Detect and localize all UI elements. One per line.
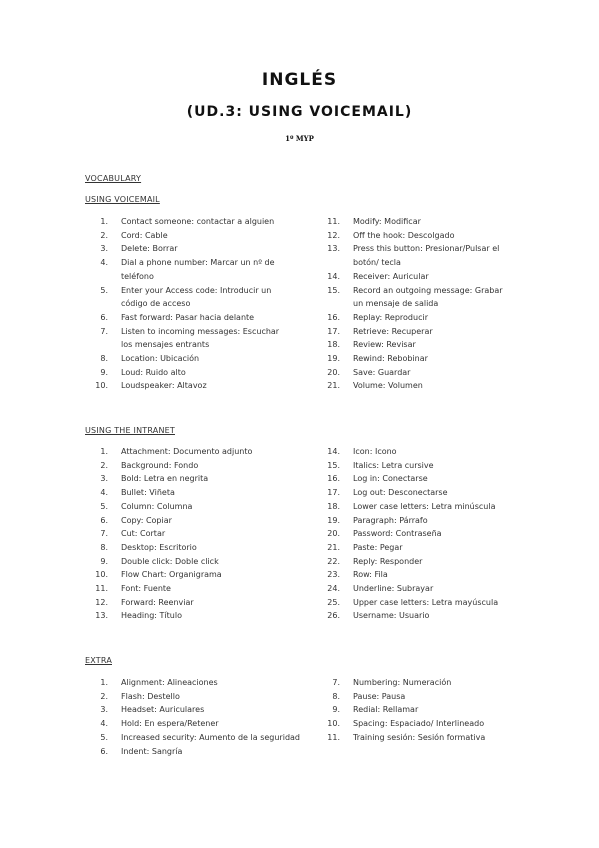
item-number: 6.: [100, 746, 108, 756]
item-number: 2.: [100, 230, 108, 240]
item-number: 7.: [332, 678, 340, 687]
item-text: Font: Fuente: [121, 584, 171, 594]
item-number: 21.: [327, 542, 340, 552]
list-item: [320, 582, 498, 596]
item-text: Save: Guardar: [353, 367, 411, 377]
list-item: [88, 555, 252, 569]
list-item: [88, 745, 300, 759]
extra-heading: EXTRA: [85, 656, 112, 665]
item-number: 3.: [100, 244, 108, 254]
list-item: [88, 379, 291, 393]
item-text: Log out: Desconectarse: [353, 488, 448, 498]
voicemail-list-right: [320, 215, 503, 393]
list-item: [320, 459, 498, 473]
item-text: Headset: Auriculares: [121, 705, 205, 715]
list-item: [320, 379, 503, 393]
vocabulary-heading: VOCABULARY: [85, 174, 142, 183]
item-number: 10.: [95, 570, 108, 580]
item-text: Row: Fila: [353, 570, 388, 580]
item-number: 19.: [327, 354, 340, 364]
item-text: Numbering: Numeración: [353, 678, 452, 687]
list-item: [88, 459, 252, 473]
item-text: Dial a phone number: Marcar un nº de teléfono: [121, 258, 275, 281]
item-number: 16.: [327, 312, 340, 322]
item-text: Paragraph: Párrafo: [353, 515, 428, 525]
item-text: Contact someone: contactar a alguien: [121, 217, 275, 226]
list-item: [320, 596, 498, 610]
list-item: [88, 541, 252, 555]
item-number: 2.: [100, 691, 108, 701]
item-number: 5.: [100, 732, 108, 742]
list-item: [320, 445, 498, 459]
item-text: Pause: Pausa: [353, 691, 406, 701]
intranet-heading: USING THE INTRANET: [85, 426, 175, 435]
list-item: [320, 703, 485, 717]
item-number: 22.: [327, 556, 340, 566]
list-item: [320, 555, 498, 569]
item-text: Listen to incoming messages: Escuchar los mensajes entrants: [121, 326, 280, 350]
page-title: INGLÉS: [261, 70, 338, 90]
item-text: Delete: Borrar: [121, 244, 178, 254]
list-item: [320, 500, 498, 514]
item-number: 25.: [327, 597, 340, 607]
list-item: [320, 472, 498, 486]
page-subtitle: (UD.3: USING VOICEMAIL): [186, 104, 413, 120]
item-text: Spacing: Espaciado/ Interlineado: [353, 719, 485, 729]
item-number: 4.: [100, 488, 108, 498]
list-item: [88, 229, 291, 243]
list-item: [320, 717, 485, 731]
item-number: 12.: [95, 597, 108, 607]
item-number: 18.: [327, 501, 340, 511]
list-item: [320, 568, 498, 582]
list-item: [88, 311, 291, 325]
item-number: 13.: [95, 611, 108, 621]
item-number: 14.: [327, 271, 340, 281]
course-label: 1º MYP: [285, 134, 314, 143]
list-item: [320, 284, 503, 311]
item-number: 11.: [327, 217, 340, 226]
item-number: 10.: [95, 381, 108, 391]
list-item: [88, 500, 252, 514]
item-number: 1.: [100, 447, 108, 456]
item-text: Modify: Modificar: [353, 217, 421, 226]
extra-list-left: [88, 676, 300, 758]
item-text: Hold: En espera/Retener: [121, 719, 219, 729]
item-number: 26.: [327, 611, 340, 621]
item-number: 3.: [100, 474, 108, 484]
list-item: [88, 582, 252, 596]
list-item: [320, 486, 498, 500]
item-text: Upper case letters: Letra mayúscula: [353, 597, 499, 607]
item-number: 1.: [100, 217, 108, 226]
item-text: Forward: Reenviar: [121, 597, 194, 607]
item-number: 5.: [100, 501, 108, 511]
item-text: Password: Contraseña: [353, 529, 442, 539]
list-item: [88, 596, 252, 610]
item-text: Attachment: Documento adjunto: [121, 447, 253, 456]
list-item: [88, 445, 252, 459]
item-text: Lower case letters: Letra minúscula: [353, 501, 496, 511]
item-number: 12.: [327, 230, 340, 240]
list-item: [320, 676, 485, 690]
item-number: 18.: [327, 340, 340, 350]
item-text: Fast forward: Pasar hacia delante: [121, 312, 255, 322]
list-item: [88, 352, 291, 366]
item-number: 21.: [327, 381, 340, 391]
item-number: 5.: [100, 285, 108, 295]
item-text: Cord: Cable: [121, 230, 168, 240]
item-number: 8.: [100, 542, 108, 552]
list-item: [88, 325, 291, 352]
item-text: Double click: Doble click: [121, 556, 219, 566]
list-item: [320, 229, 503, 243]
item-text: Volume: Volumen: [353, 381, 423, 391]
list-item: [88, 731, 300, 745]
list-item: [88, 366, 291, 380]
list-item: [88, 568, 252, 582]
item-number: 9.: [332, 705, 340, 715]
item-number: 17.: [327, 326, 340, 336]
item-number: 15.: [327, 285, 340, 295]
item-number: 4.: [100, 719, 108, 729]
item-text: Username: Usuario: [353, 611, 430, 621]
list-item: [320, 352, 503, 366]
item-text: Redial: Rellamar: [353, 705, 419, 715]
list-item: [88, 215, 291, 229]
item-number: 15.: [327, 460, 340, 470]
list-item: [88, 514, 252, 528]
item-text: Icon: Icono: [353, 447, 397, 456]
item-text: Underline: Subrayar: [353, 584, 434, 594]
item-number: 1.: [100, 678, 108, 687]
item-text: Off the hook: Descolgado: [353, 230, 455, 240]
item-text: Cut: Cortar: [121, 529, 166, 539]
item-number: 14.: [327, 447, 340, 456]
list-item: [320, 270, 503, 284]
item-number: 20.: [327, 529, 340, 539]
item-number: 23.: [327, 570, 340, 580]
item-number: 8.: [332, 691, 340, 701]
intranet-list-left: [88, 445, 252, 623]
item-number: 6.: [100, 312, 108, 322]
item-text: Rewind: Rebobinar: [353, 354, 428, 364]
item-text: Indent: Sangría: [121, 746, 183, 756]
item-number: 9.: [100, 367, 108, 377]
item-number: 11.: [327, 732, 340, 742]
item-text: Flash: Destello: [121, 691, 180, 701]
item-text: Increased security: Aumento de la seguridad: [121, 732, 300, 742]
intranet-list-right: [320, 445, 498, 623]
item-text: Replay: Reproducir: [353, 312, 428, 322]
item-text: Loudspeaker: Altavoz: [121, 381, 207, 391]
item-text: Training sesión: Sesión formativa: [353, 732, 486, 742]
list-item: [320, 541, 498, 555]
list-item: [320, 514, 498, 528]
list-item: [88, 242, 291, 256]
item-number: 7.: [100, 326, 108, 336]
item-text: Desktop: Escritorio: [121, 542, 197, 552]
list-item: [88, 609, 252, 623]
item-number: 16.: [327, 474, 340, 484]
list-item: [88, 486, 252, 500]
item-text: Heading: Título: [121, 611, 182, 621]
list-item: [88, 717, 300, 731]
item-number: 24.: [327, 584, 340, 594]
item-text: Bullet: Viñeta: [121, 488, 175, 498]
list-item: [320, 690, 485, 704]
list-item: [320, 338, 503, 352]
list-item: [320, 242, 503, 269]
item-number: 8.: [100, 354, 108, 364]
item-text: Loud: Ruido alto: [121, 367, 186, 377]
list-item: [320, 527, 498, 541]
item-text: Log in: Conectarse: [353, 474, 428, 484]
item-number: 20.: [327, 367, 340, 377]
item-number: 19.: [327, 515, 340, 525]
item-number: 6.: [100, 515, 108, 525]
item-text: Copy: Copiar: [121, 515, 172, 525]
list-item: [88, 284, 291, 311]
list-item: [320, 215, 503, 229]
voicemail-heading: USING VOICEMAIL: [85, 195, 160, 204]
item-number: 11.: [95, 584, 108, 594]
list-item: [320, 366, 503, 380]
item-text: Bold: Letra en negrita: [121, 474, 209, 484]
item-text: Location: Ubicación: [121, 354, 200, 364]
item-text: Enter your Access code: Introducir un código de acceso: [121, 285, 272, 309]
list-item: [88, 703, 300, 717]
item-number: 4.: [100, 258, 108, 268]
list-item: [320, 325, 503, 339]
item-text: Column: Columna: [121, 501, 193, 511]
item-number: 10.: [327, 719, 340, 729]
list-item: [88, 472, 252, 486]
item-text: Receiver: Auricular: [353, 271, 429, 281]
item-text: Alignment: Alineaciones: [121, 678, 218, 687]
item-text: Press this button: Presionar/Pulsar el botón/ tecla: [353, 244, 500, 268]
item-number: 7.: [100, 529, 108, 539]
list-item: [320, 609, 498, 623]
list-item: [320, 731, 485, 745]
item-text: Reply: Responder: [353, 556, 423, 566]
voicemail-list-left: [88, 215, 291, 393]
item-text: Flow Chart: Organigrama: [121, 570, 222, 580]
item-text: Background: Fondo: [121, 460, 199, 470]
item-number: 13.: [327, 244, 340, 254]
list-item: [88, 256, 291, 283]
item-text: Retrieve: Recuperar: [353, 326, 433, 336]
item-text: Italics: Letra cursive: [353, 460, 434, 470]
item-number: 3.: [100, 705, 108, 715]
item-text: Record an outgoing message: Grabar un mensaje de salida: [353, 285, 503, 309]
list-item: [88, 676, 300, 690]
list-item: [88, 690, 300, 704]
extra-list-right: [320, 676, 485, 745]
item-number: 17.: [327, 488, 340, 498]
item-number: 9.: [100, 556, 108, 566]
list-item: [320, 311, 503, 325]
list-item: [88, 527, 252, 541]
item-number: 2.: [100, 460, 108, 470]
item-text: Review: Revisar: [353, 340, 416, 350]
item-text: Paste: Pegar: [353, 542, 403, 552]
